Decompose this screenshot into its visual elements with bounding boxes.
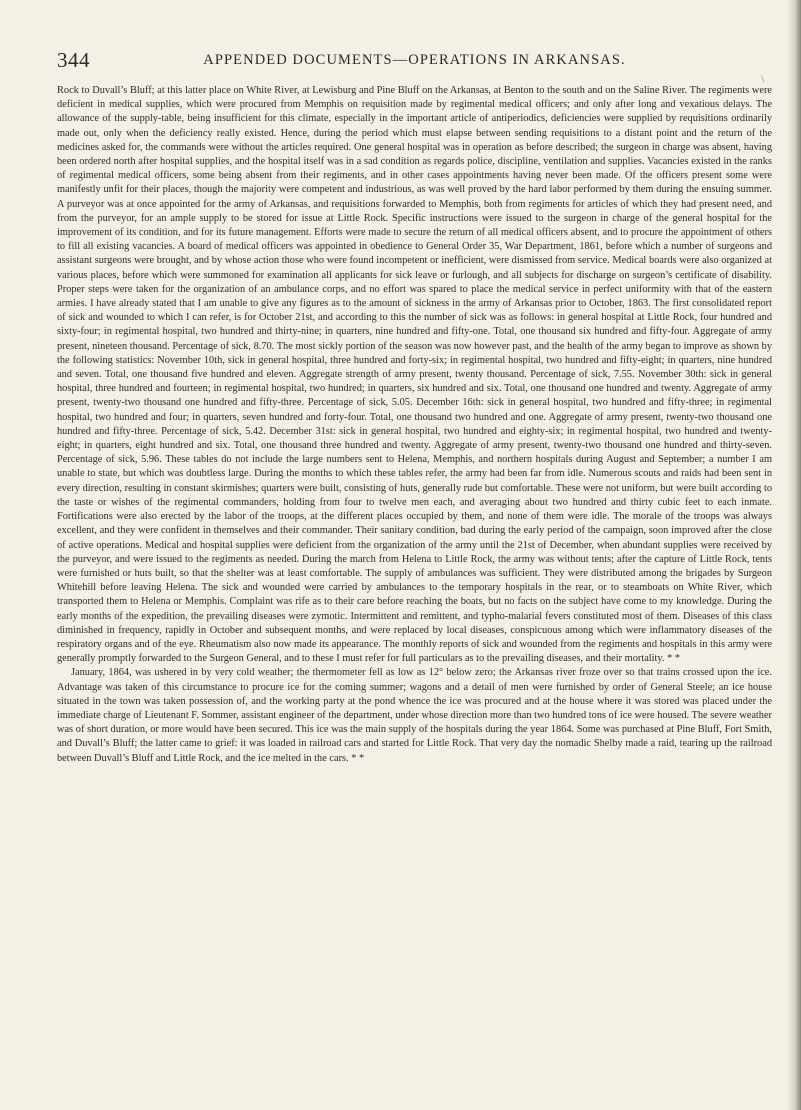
page-edge-shadow — [787, 0, 801, 1110]
page-header — [57, 48, 772, 84]
paragraph-2: January, 1864, was ushered in by very cold weather; the thermometer fell as low as 12° below zero; the Arkansas river froze over so that trains crossed upon the ice. Advantage was taken of this circumstance to procure ice for the coming summer; wagons and a detail of men were furnished by order of General Steele; an ice house situated in the town was taken possession of, and the working party at the pond whence the ice was procured and at the house where it was stored was placed under the immediate charge of Lieutenant F. Sommer, assistant engineer of the department, under whose direction more than two hundred tons of ice were housed. The severe weather was of short duration, or more would have been secured. This ice was the main supply of the hospitals during the year 1864. Some was purchased at Pine Bluff, Fort Smith, and Duvall’s Bluff; the latter came to grief: it was loaded in railroad cars and started for Little Rock. That very day the nomadic Shelby made a raid, tearing up the railroad between Duvall’s Bluff and Little Rock, and the ice melted in the cars. * * — [57, 667, 772, 764]
paragraph-1: Rock to Duvall’s Bluff; at this latter place on White River, at Lewisburg and Pine Bluff on the Arkansas, at Benton to the south and on the Saline River. The regiments were deficient in medical supplies, which were procured from Memphis on requisition made by regimental medical officers; and only after long and vexatious delays. The allowance of the supply-table, being insufficient for this climate, especially in the important article of antiperiodics, deficiencies were supplied by requisitions ordinarily made out, only when the deficiency really existed. Hence, during the period which must elapse between sending requisitions to a distant point and the return of the medicines asked for, the commands were without the articles required. One general hospital was in operation as before described; the surgeon in charge was absent, having been ordered north after hospital supplies, and the hospital itself was in a sad condition as regards police, discipline, ventilation and supplies. Vacancies existed in the ranks of regimental medical officers, some being absent from their regiments, and in other cases appointments having never been made. Of the officers present some were manifestly unfit for their places, though the majority were competent and industrious, as was well proved by the hard labor performed by them during the ensuing summer. A purveyor was at once appointed for the army of Arkansas, and requisitions forwarded to Memphis, both from regiments for articles of which they had present need, and from the purveyor, for an ample supply to be stored for issue at Little Rock. Specific instructions were issued to the surgeon in charge of the general hospital for the improvement of its condition, and for its future management. Efforts were made to secure the return of all medical officers absent, and to procure the appointment of others to fill all existing vacancies. A board of medical officers was appointed in obedience to General Order 35, War Department, 1861, before which a number of surgeons and assistant surgeons were brought, and by whose action those who were found incompetent or inefficient, were dismissed from service. Medical boards were also organized at various places, before which were summoned for examination all applicants for sick leave or furlough, and all subjects for discharge on surgeon’s certificate of disability. Proper steps were taken for the organization of an ambulance corps, and no effort was spared to place the medical service in perfect uniformity with that of the eastern armies. I have already stated that I am unable to give any figures as to the amount of sickness in the army of Arkansas prior to October, 1863. The first consolidated report of sick and wounded to which I can refer, is for October 21st, and according to this the number of sick was as follows: in general hospital at Little Rock, four hundred and sixty-four; in regimental hospital, two hundred and thirty-nine; in quarters, nine hundred and fifty-one. Total, one thousand six hundred and fifty-four. Aggregate of army present, nineteen thousand. Percentage of sick, 8.70. The most sickly portion of the season was now however past, and the health of the army began to improve as shown by the following statistics: November 10th, sick in general hospital, three hundred and forty-six; in regimental hospital, two hundred and fifty-eight; in quarters, nine hundred and seven. Total, one thousand five hundred and eleven. Aggregate strength of army present, twenty thousand. Percentage of sick, 7.55. November 30th: sick in general hospital, three hundred and fourteen; in regimental hospital, two hundred; in quarters, six hundred and six. Total, one thousand one hundred and twenty. Aggregate of army present, twenty-two thousand one hundred and fifty-three. Percentage of sick, 5.05. December 16th: sick in general hospital, two hundred and fifty-three; in regimental hospital, two hundred and four; in quarters, seven hundred and forty-four. Total, one thousand two hundred and one. Aggregate of army present, twenty-two thousand one hundred and fifty-three. Percentage of sick, 5.42. December 31st: sick in general hospital, two hundred and eighty-six; in regimental hospital, two hundred and twenty-eight; in quarters, eight hundred and six. Total, one thousand three hundred and twenty. Aggregate of army present, twenty-two thousand one hundred and thirty-seven. Percentage of sick, 5.96. These tables do not include the large numbers sent to Helena, Memphis, and northern hospitals during August and September; a number I am unable to state, but which was doubtless large. During the months to which these tables refer, the army had been far from idle. Numerous scouts and raids had been sent in every direction, resulting in constant skirmishes; quarters were built, consisting of huts, generally rude but comfortable. These were not uniform, but were built according to the taste or wishes of the regimental commanders, holding from four to twelve men each, and averaging about two hundred and thirty cubic feet to each inmate. Fortifications were also erected by the labor of the troops, at the different places occupied by them, and none of them were idle. The morale of the troops was always excellent, and they were confident in themselves and their commander. Their sanitary condition, bad during the early period of the campaign, soon improved after the close of active operations. Medical and hospital supplies were deficient from the organization of the army until the 21st of December, when abundant supplies were received by the purveyor, and were issued to the regiments as needed. During the march from Helena to Little Rock, the army was without tents; after the capture of Little Rock, tents were furnished or huts built, so that the shelter was at least comfortable. The supply of ambulances was sufficient. They were distributed among the brigades by Surgeon Whitehill before leaving Helena. The sick and wounded were carried by ambulances to the temporary hospitals in the rear, or to steamboats on White River, which transported them to Helena or Memphis. Complaint was rife as to their care before reaching the boats, but no facts on the subject have come to my knowledge. During the early months of the expedition, the prevailing diseases were zymotic. Intermittent and remittent, and typho-malarial fevers constituted most of them. Diseases of this class diminished in frequency, rapidly in October and subsequent months, and were replaced by local diseases, conspicuous among which were inflammatory diseases of the respiratory organs and of the eye. Rheumatism also now made its appearance. The monthly reports of sick and wounded from the regiments and hospitals in this army were generally promptly forwarded to the Surgeon General, and to these I must refer for full particulars as to the prevailing diseases, and their mortality. * * — [57, 85, 772, 665]
body-text — [57, 84, 772, 766]
page-number: 344 — [57, 48, 90, 72]
running-title: APPENDED DOCUMENTS—OPERATIONS IN ARKANSAS. — [203, 52, 626, 68]
header-mark: \ — [761, 74, 764, 84]
